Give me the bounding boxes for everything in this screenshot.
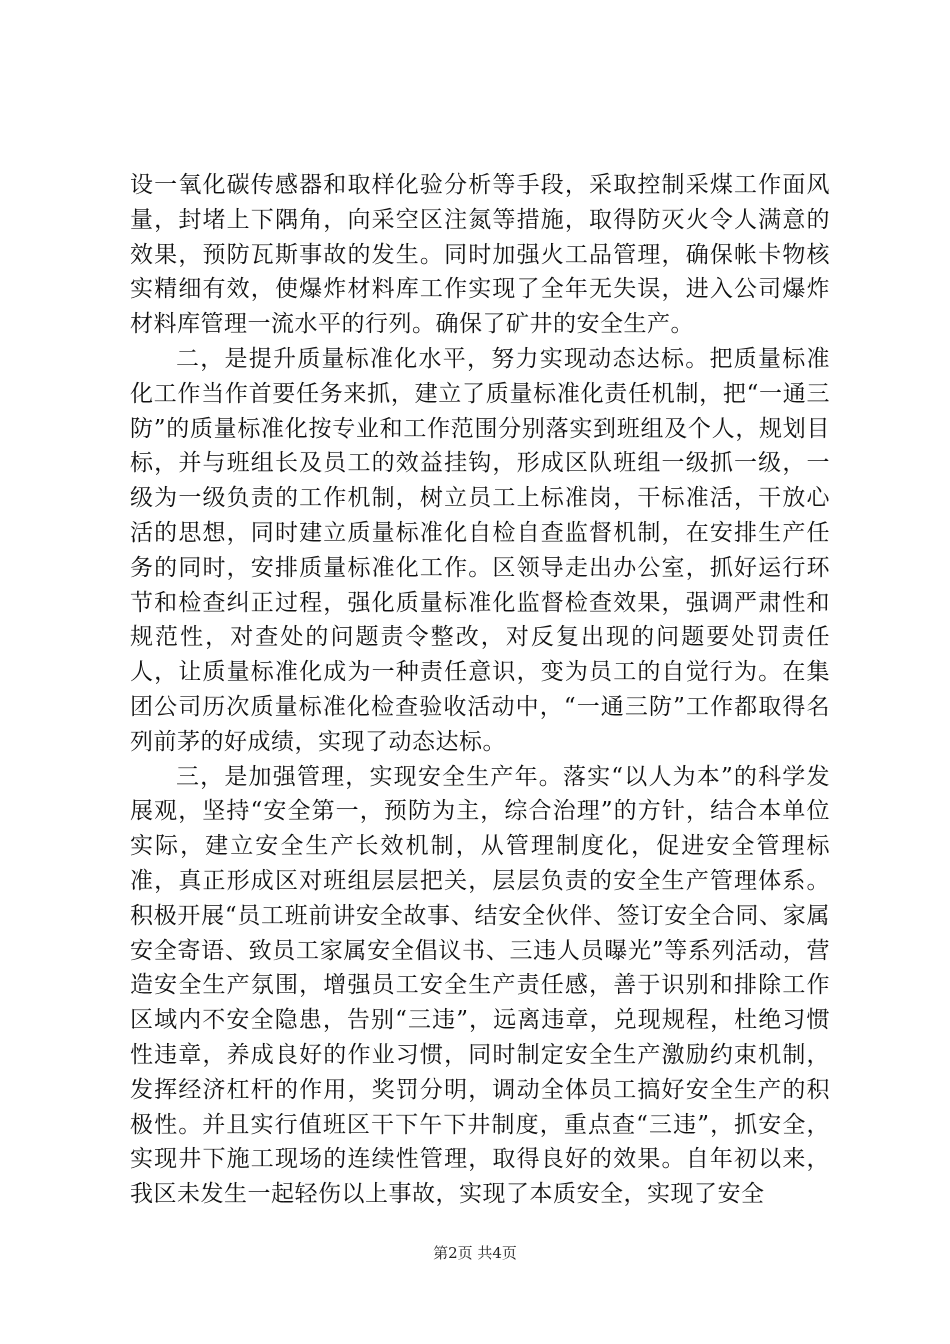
paragraph-safety-management: 三，是加强管理，实现安全生产年。落实“以人为本”的科学发展观，坚持“安全第一，预防为主，综合治理”的方针，结合本单位实际，建立安全生产长效机制，从管理制度化，促进安全管理标准，真正形成区对班组层层把关，层层负责的安全生产管理体系。积极开展“员工班前讲安全故事、结安全伙伴、签订安全合同、家属安全寄语、致员工家属安全倡议书、三违人员曝光”等系列活动，营造安全生产氛围，增强员工安全生产责任感，善于识别和排除工作区域内不安全隐患，告别“三违”，远离违章，兑现规程，杜绝习惯性违章，养成良好的作业习惯，同时制定安全生产激励约束机制，发挥经济杠杆的作用，奖罚分明，调动全体员工搞好安全生产的积极性。并且实行值班区干下午下井制度，重点查“三违”，抓安全，实现井下施工现场的连续性管理，取得良好的效果。自年初以来，我区未发生一起轻伤以上事故，实现了本质安全，实现了安全 — [130, 763, 830, 1208]
paragraph-continuation: 设一氧化碳传感器和取样化验分析等手段，采取控制采煤工作面风量，封堵上下隅角，向采空区注氮等措施，取得防灭火令人满意的效果，预防瓦斯事故的发生。同时加强火工品管理，确保帐卡物核实精细有效，使爆炸材料库工作实现了全年无失误，进入公司爆炸材料库管理一流水平的行列。确保了矿井的安全生产。 — [130, 172, 830, 338]
paragraph-quality-standardization: 二，是提升质量标准化水平，努力实现动态达标。把质量标准化工作当作首要任务来抓，建立了质量标准化责任机制，把“一通三防”的质量标准化按专业和工作范围分别落实到班组及个人，规划目标，并与班组长及员工的效益挂钩，形成区队班组一级抓一级，一级为一级负责的工作机制，树立员工上标准岗，干标准活，干放心活的思想，同时建立质量标准化自检自查监督机制，在安排生产任务的同时，安排质量标准化工作。区领导走出办公室，抓好运行环节和检查纠正过程，强化质量标准化监督检查效果，强调严肃性和规范性，对查处的问题责令整改，对反复出现的问题要处罚责任人，让质量标准化成为一种责任意识，变为员工的自觉行为。在集团公司历次质量标准化检查验收活动中，“一通三防”工作都取得名列前茅的好成绩，实现了动态达标。 — [130, 345, 830, 755]
page-footer: 第2页 共4页 — [433, 1244, 517, 1262]
document-body — [130, 168, 830, 1212]
